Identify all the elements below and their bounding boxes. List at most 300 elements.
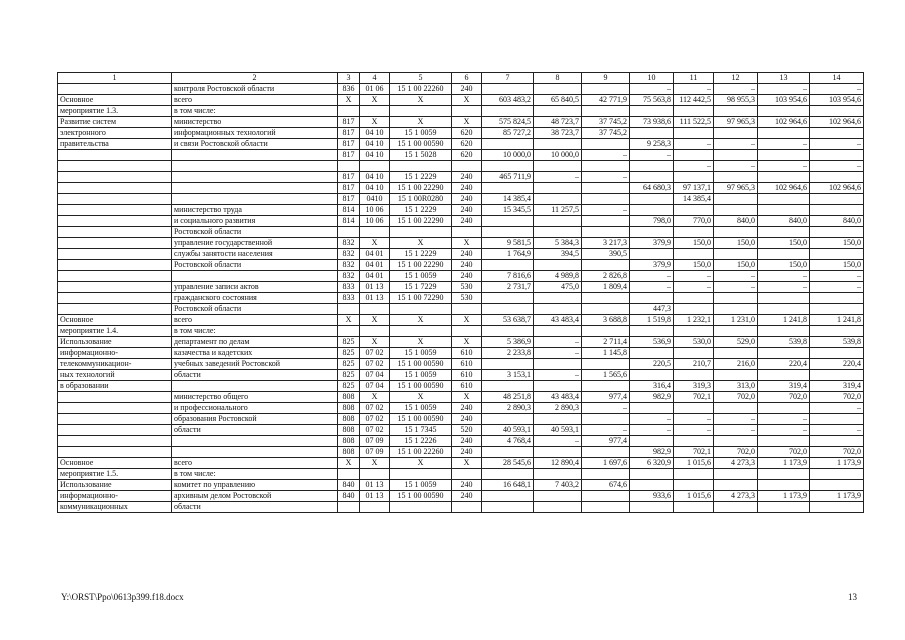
table-cell: – bbox=[630, 271, 674, 282]
header-cell: 11 bbox=[674, 73, 714, 84]
table-cell: 15 1 7229 bbox=[390, 282, 452, 293]
table-cell: 15 1 2229 bbox=[390, 205, 452, 216]
table-cell: 394,5 bbox=[534, 249, 582, 260]
table-cell: электронного bbox=[58, 128, 172, 139]
table-row bbox=[58, 84, 864, 95]
table-cell bbox=[714, 480, 758, 491]
table-cell: информационно- bbox=[58, 348, 172, 359]
table-cell: 9 581,5 bbox=[482, 238, 534, 249]
table-cell: – bbox=[674, 139, 714, 150]
header-cell: 2 bbox=[172, 73, 338, 84]
table-cell: 07 04 bbox=[360, 370, 390, 381]
table-cell bbox=[674, 326, 714, 337]
table-cell: управление государственной bbox=[172, 238, 338, 249]
table-cell: 15 1 0059 bbox=[390, 128, 452, 139]
table-cell: 48 251,8 bbox=[482, 392, 534, 403]
table-cell: 7 816,6 bbox=[482, 271, 534, 282]
table-cell bbox=[810, 414, 864, 425]
table-cell: 15 1 00 22290 bbox=[390, 183, 452, 194]
table-cell: Использование bbox=[58, 480, 172, 491]
table-cell: X bbox=[390, 458, 452, 469]
table-cell bbox=[482, 183, 534, 194]
table-cell: 982,9 bbox=[630, 447, 674, 458]
table-cell: 316,4 bbox=[630, 381, 674, 392]
table-cell bbox=[534, 381, 582, 392]
table-cell: 38 723,7 bbox=[534, 128, 582, 139]
table-cell: 390,5 bbox=[582, 249, 630, 260]
table-cell: 240 bbox=[452, 194, 482, 205]
table-cell bbox=[338, 326, 360, 337]
table-cell bbox=[360, 106, 390, 117]
table-cell: 240 bbox=[452, 491, 482, 502]
table-cell: 64 680,3 bbox=[630, 183, 674, 194]
table-cell: – bbox=[758, 84, 810, 95]
table-row bbox=[58, 282, 864, 293]
table-cell: 10 000,0 bbox=[534, 150, 582, 161]
table-cell: 814 bbox=[338, 216, 360, 227]
table-cell bbox=[58, 172, 172, 183]
table-cell: 216,0 bbox=[714, 359, 758, 370]
table-cell bbox=[674, 502, 714, 513]
table-cell: 702,0 bbox=[714, 447, 758, 458]
table-cell: 575 824,5 bbox=[482, 117, 534, 128]
table-cell bbox=[674, 227, 714, 238]
table-cell: 5 386,9 bbox=[482, 337, 534, 348]
table-cell: 1 173,9 bbox=[758, 458, 810, 469]
table-cell bbox=[534, 359, 582, 370]
table-cell: всего bbox=[172, 458, 338, 469]
table-row bbox=[58, 359, 864, 370]
table-cell bbox=[172, 183, 338, 194]
table-row bbox=[58, 414, 864, 425]
table-cell: 3 217,3 bbox=[582, 238, 630, 249]
table-cell bbox=[630, 227, 674, 238]
table-cell bbox=[58, 414, 172, 425]
table-cell bbox=[810, 370, 864, 381]
table-cell: информационных технологий bbox=[172, 128, 338, 139]
table-cell bbox=[172, 447, 338, 458]
table-cell: 220,4 bbox=[758, 359, 810, 370]
table-cell bbox=[674, 480, 714, 491]
table-cell: 808 bbox=[338, 392, 360, 403]
table-cell: образования Ростовской bbox=[172, 414, 338, 425]
table-cell: 1 015,6 bbox=[674, 491, 714, 502]
table-cell: 610 bbox=[452, 348, 482, 359]
table-cell: 840,0 bbox=[758, 216, 810, 227]
table-cell bbox=[674, 249, 714, 260]
table-cell bbox=[482, 447, 534, 458]
table-cell: – bbox=[582, 403, 630, 414]
table-cell: 07 02 bbox=[360, 359, 390, 370]
table-cell bbox=[810, 172, 864, 183]
table-cell: 4 989,8 bbox=[534, 271, 582, 282]
table-cell: мероприятие 1.3. bbox=[58, 106, 172, 117]
table-cell: 702,1 bbox=[674, 447, 714, 458]
table-cell: 15 1 2229 bbox=[390, 172, 452, 183]
table-cell: управление записи актов bbox=[172, 282, 338, 293]
table-cell: 2 731,7 bbox=[482, 282, 534, 293]
table-cell: 97 137,1 bbox=[674, 183, 714, 194]
table-cell: 319,4 bbox=[758, 381, 810, 392]
table-cell: – bbox=[758, 414, 810, 425]
table-cell: ных технологий bbox=[58, 370, 172, 381]
table-cell: 536,9 bbox=[630, 337, 674, 348]
table-cell: 14 385,4 bbox=[674, 194, 714, 205]
table-cell: 610 bbox=[452, 359, 482, 370]
table-cell bbox=[630, 403, 674, 414]
table-cell bbox=[360, 227, 390, 238]
table-cell: 53 638,7 bbox=[482, 315, 534, 326]
table-cell bbox=[58, 238, 172, 249]
table-cell bbox=[58, 260, 172, 271]
table-cell: – bbox=[630, 414, 674, 425]
table-cell: 2 890,3 bbox=[534, 403, 582, 414]
header-cell: 1 bbox=[58, 73, 172, 84]
table-cell: 1 145,8 bbox=[582, 348, 630, 359]
table-cell: – bbox=[810, 425, 864, 436]
table-cell: – bbox=[810, 139, 864, 150]
table-cell: X bbox=[390, 315, 452, 326]
table-cell: 15 1 00 22260 bbox=[390, 84, 452, 95]
table-cell bbox=[758, 293, 810, 304]
table-cell bbox=[674, 205, 714, 216]
table-cell bbox=[482, 84, 534, 95]
table-cell: 832 bbox=[338, 249, 360, 260]
table-cell bbox=[630, 502, 674, 513]
table-cell: 840 bbox=[338, 491, 360, 502]
table-cell bbox=[810, 480, 864, 491]
table-cell: 825 bbox=[338, 337, 360, 348]
table-cell bbox=[582, 227, 630, 238]
header-row bbox=[58, 73, 864, 84]
table-cell: 48 723,7 bbox=[534, 117, 582, 128]
table-cell: X bbox=[360, 337, 390, 348]
table-cell bbox=[58, 183, 172, 194]
table-cell: 01 13 bbox=[360, 480, 390, 491]
table-cell: – bbox=[758, 425, 810, 436]
table-row bbox=[58, 491, 864, 502]
table-cell bbox=[714, 227, 758, 238]
table-cell: 674,6 bbox=[582, 480, 630, 491]
table-cell: в том числе: bbox=[172, 469, 338, 480]
table-cell: комитет по управлению bbox=[172, 480, 338, 491]
table-cell bbox=[534, 502, 582, 513]
table-cell: 808 bbox=[338, 403, 360, 414]
table-cell: министерство bbox=[172, 117, 338, 128]
table-cell: 07 02 bbox=[360, 403, 390, 414]
table-cell bbox=[360, 469, 390, 480]
table-cell bbox=[758, 128, 810, 139]
table-cell: 4 768,4 bbox=[482, 436, 534, 447]
table-cell: 220,4 bbox=[810, 359, 864, 370]
table-cell: области bbox=[172, 502, 338, 513]
table-cell: 01 06 bbox=[360, 84, 390, 95]
table-cell: 240 bbox=[452, 183, 482, 194]
table-cell: 465 711,9 bbox=[482, 172, 534, 183]
table-cell bbox=[582, 260, 630, 271]
table-cell: – bbox=[674, 161, 714, 172]
table-cell bbox=[582, 381, 630, 392]
table-cell: 808 bbox=[338, 425, 360, 436]
table-cell: – bbox=[534, 172, 582, 183]
table-row bbox=[58, 370, 864, 381]
table-cell: 825 bbox=[338, 381, 360, 392]
table-cell: X bbox=[390, 117, 452, 128]
table-cell bbox=[758, 150, 810, 161]
table-cell: 702,0 bbox=[758, 447, 810, 458]
table-cell bbox=[582, 502, 630, 513]
table-cell: – bbox=[758, 282, 810, 293]
table-cell: 977,4 bbox=[582, 436, 630, 447]
table-cell: 150,0 bbox=[758, 260, 810, 271]
table-cell: 702,0 bbox=[714, 392, 758, 403]
table-cell: 520 bbox=[452, 425, 482, 436]
table-cell bbox=[172, 381, 338, 392]
table-cell bbox=[338, 469, 360, 480]
table-cell: 539,8 bbox=[810, 337, 864, 348]
table-cell bbox=[338, 227, 360, 238]
table-cell: 832 bbox=[338, 260, 360, 271]
table-cell bbox=[758, 249, 810, 260]
table-cell: 40 593,1 bbox=[534, 425, 582, 436]
table-cell: – bbox=[758, 271, 810, 282]
table-cell: 15 1 2229 bbox=[390, 249, 452, 260]
table-cell: 01 13 bbox=[360, 491, 390, 502]
table-cell: и социального развития bbox=[172, 216, 338, 227]
table-cell bbox=[58, 227, 172, 238]
table-cell: – bbox=[534, 337, 582, 348]
table-cell: 1 519,8 bbox=[630, 315, 674, 326]
table-row bbox=[58, 447, 864, 458]
table-cell bbox=[172, 150, 338, 161]
table-cell: учебных заведений Ростовской bbox=[172, 359, 338, 370]
table-row bbox=[58, 194, 864, 205]
table-cell bbox=[58, 194, 172, 205]
table-cell bbox=[338, 161, 360, 172]
table-cell: 702,1 bbox=[674, 392, 714, 403]
table-row bbox=[58, 381, 864, 392]
table-cell: Использование bbox=[58, 337, 172, 348]
table-row bbox=[58, 183, 864, 194]
table-row bbox=[58, 392, 864, 403]
table-cell: X bbox=[360, 117, 390, 128]
table-cell bbox=[534, 293, 582, 304]
table-row bbox=[58, 117, 864, 128]
table-cell: – bbox=[674, 414, 714, 425]
table-cell bbox=[582, 161, 630, 172]
table-cell bbox=[630, 436, 674, 447]
table-cell: в образовании bbox=[58, 381, 172, 392]
table-cell bbox=[534, 183, 582, 194]
table-cell: 539,8 bbox=[758, 337, 810, 348]
table-cell bbox=[714, 304, 758, 315]
table-cell bbox=[482, 304, 534, 315]
table-cell: 530 bbox=[452, 293, 482, 304]
table-cell: 1 697,6 bbox=[582, 458, 630, 469]
table-row bbox=[58, 502, 864, 513]
table-cell: – bbox=[582, 172, 630, 183]
table-cell: 07 02 bbox=[360, 414, 390, 425]
table-cell bbox=[482, 359, 534, 370]
table-cell bbox=[534, 326, 582, 337]
table-cell bbox=[758, 205, 810, 216]
table-cell bbox=[534, 161, 582, 172]
table-cell: – bbox=[758, 161, 810, 172]
table-cell bbox=[582, 139, 630, 150]
table-cell: 610 bbox=[452, 370, 482, 381]
table-cell: 808 bbox=[338, 447, 360, 458]
table-row bbox=[58, 458, 864, 469]
table-cell: 817 bbox=[338, 128, 360, 139]
table-cell: 15 1 00R0280 bbox=[390, 194, 452, 205]
table-cell bbox=[630, 469, 674, 480]
table-cell bbox=[360, 304, 390, 315]
table-cell: 1 173,9 bbox=[810, 491, 864, 502]
table-cell bbox=[630, 128, 674, 139]
table-cell: и связи Ростовской области bbox=[172, 139, 338, 150]
table-cell bbox=[714, 403, 758, 414]
table-cell bbox=[630, 106, 674, 117]
table-cell: 840 bbox=[338, 480, 360, 491]
table-cell: X bbox=[390, 95, 452, 106]
table-row bbox=[58, 227, 864, 238]
table-cell bbox=[360, 502, 390, 513]
table-cell bbox=[714, 106, 758, 117]
table-cell bbox=[482, 139, 534, 150]
table-cell bbox=[58, 161, 172, 172]
table-cell bbox=[630, 293, 674, 304]
table-cell bbox=[534, 304, 582, 315]
table-cell: – bbox=[714, 414, 758, 425]
table-cell bbox=[482, 106, 534, 117]
table-cell bbox=[810, 293, 864, 304]
table-cell bbox=[714, 150, 758, 161]
table-row bbox=[58, 425, 864, 436]
table-cell: 37 745,2 bbox=[582, 128, 630, 139]
table-cell bbox=[714, 436, 758, 447]
table-cell: 1 241,8 bbox=[758, 315, 810, 326]
table-cell: в том числе: bbox=[172, 106, 338, 117]
table-cell: 12 890,4 bbox=[534, 458, 582, 469]
table-cell bbox=[582, 359, 630, 370]
table-cell: телекоммуникацион- bbox=[58, 359, 172, 370]
table-cell: 1 231,0 bbox=[714, 315, 758, 326]
table-cell: 04 01 bbox=[360, 271, 390, 282]
table-cell: 620 bbox=[452, 139, 482, 150]
table-cell: 770,0 bbox=[674, 216, 714, 227]
table-cell bbox=[714, 128, 758, 139]
header-cell: 7 bbox=[482, 73, 534, 84]
table-row bbox=[58, 337, 864, 348]
table-cell: 150,0 bbox=[714, 260, 758, 271]
table-cell: X bbox=[338, 458, 360, 469]
table-cell: 3 688,8 bbox=[582, 315, 630, 326]
table-cell: и профессионального bbox=[172, 403, 338, 414]
table-cell: 04 10 bbox=[360, 139, 390, 150]
table-cell: 04 10 bbox=[360, 150, 390, 161]
table-cell: 220,5 bbox=[630, 359, 674, 370]
table-cell: контроля Ростовской области bbox=[172, 84, 338, 95]
table-cell: – bbox=[714, 425, 758, 436]
table-cell: X bbox=[390, 238, 452, 249]
table-cell: – bbox=[534, 436, 582, 447]
table-cell: 15 1 00 72290 bbox=[390, 293, 452, 304]
table-cell bbox=[810, 348, 864, 359]
table-cell: 379,9 bbox=[630, 238, 674, 249]
table-row bbox=[58, 469, 864, 480]
table-row bbox=[58, 172, 864, 183]
table-cell bbox=[534, 194, 582, 205]
table-cell bbox=[810, 128, 864, 139]
table-cell: 313,0 bbox=[714, 381, 758, 392]
table-cell: 832 bbox=[338, 271, 360, 282]
table-cell bbox=[582, 491, 630, 502]
table-cell: 817 bbox=[338, 117, 360, 128]
table-cell: – bbox=[630, 425, 674, 436]
table-cell: всего bbox=[172, 315, 338, 326]
table-cell: 379,9 bbox=[630, 260, 674, 271]
table-cell bbox=[390, 304, 452, 315]
table-cell: 15 1 0059 bbox=[390, 271, 452, 282]
table-cell: X bbox=[452, 337, 482, 348]
table-cell bbox=[534, 491, 582, 502]
table-cell: всего bbox=[172, 95, 338, 106]
table-cell bbox=[810, 436, 864, 447]
table-cell: X bbox=[452, 238, 482, 249]
table-cell: области bbox=[172, 370, 338, 381]
table-cell: Основное bbox=[58, 95, 172, 106]
table-cell: коммуникационных bbox=[58, 502, 172, 513]
table-row bbox=[58, 249, 864, 260]
table-cell: 15 1 7345 bbox=[390, 425, 452, 436]
table-cell: казачества и кадетских bbox=[172, 348, 338, 359]
table-cell bbox=[630, 161, 674, 172]
table-cell: департамент по делам bbox=[172, 337, 338, 348]
table-cell bbox=[810, 304, 864, 315]
table-cell: 1 173,9 bbox=[758, 491, 810, 502]
table-cell: 240 bbox=[452, 447, 482, 458]
table-cell: 04 01 bbox=[360, 260, 390, 271]
table-cell: 15 1 00 00590 bbox=[390, 381, 452, 392]
table-cell: 817 bbox=[338, 194, 360, 205]
table-cell bbox=[714, 249, 758, 260]
table-cell: 817 bbox=[338, 183, 360, 194]
table-cell: 16 648,1 bbox=[482, 480, 534, 491]
table-cell bbox=[482, 161, 534, 172]
table-cell: 833 bbox=[338, 293, 360, 304]
table-cell: – bbox=[810, 403, 864, 414]
table-cell: в том числе: bbox=[172, 326, 338, 337]
table-cell bbox=[582, 447, 630, 458]
table-cell bbox=[582, 293, 630, 304]
table-cell: – bbox=[810, 271, 864, 282]
table-cell: X bbox=[360, 392, 390, 403]
table-cell: 798,0 bbox=[630, 216, 674, 227]
table-cell bbox=[58, 304, 172, 315]
table-cell: 240 bbox=[452, 216, 482, 227]
table-cell: 37 745,2 bbox=[582, 117, 630, 128]
table-cell: 150,0 bbox=[810, 260, 864, 271]
file-path-footer: Y:\ORST\Ppo\0613p399.f18.docx bbox=[61, 592, 184, 602]
table-cell: – bbox=[582, 425, 630, 436]
table-cell bbox=[810, 150, 864, 161]
table-cell: 150,0 bbox=[674, 238, 714, 249]
table-cell: 112 442,5 bbox=[674, 95, 714, 106]
table-cell bbox=[758, 480, 810, 491]
header-cell: 10 bbox=[630, 73, 674, 84]
table-cell bbox=[58, 205, 172, 216]
table-cell bbox=[338, 502, 360, 513]
